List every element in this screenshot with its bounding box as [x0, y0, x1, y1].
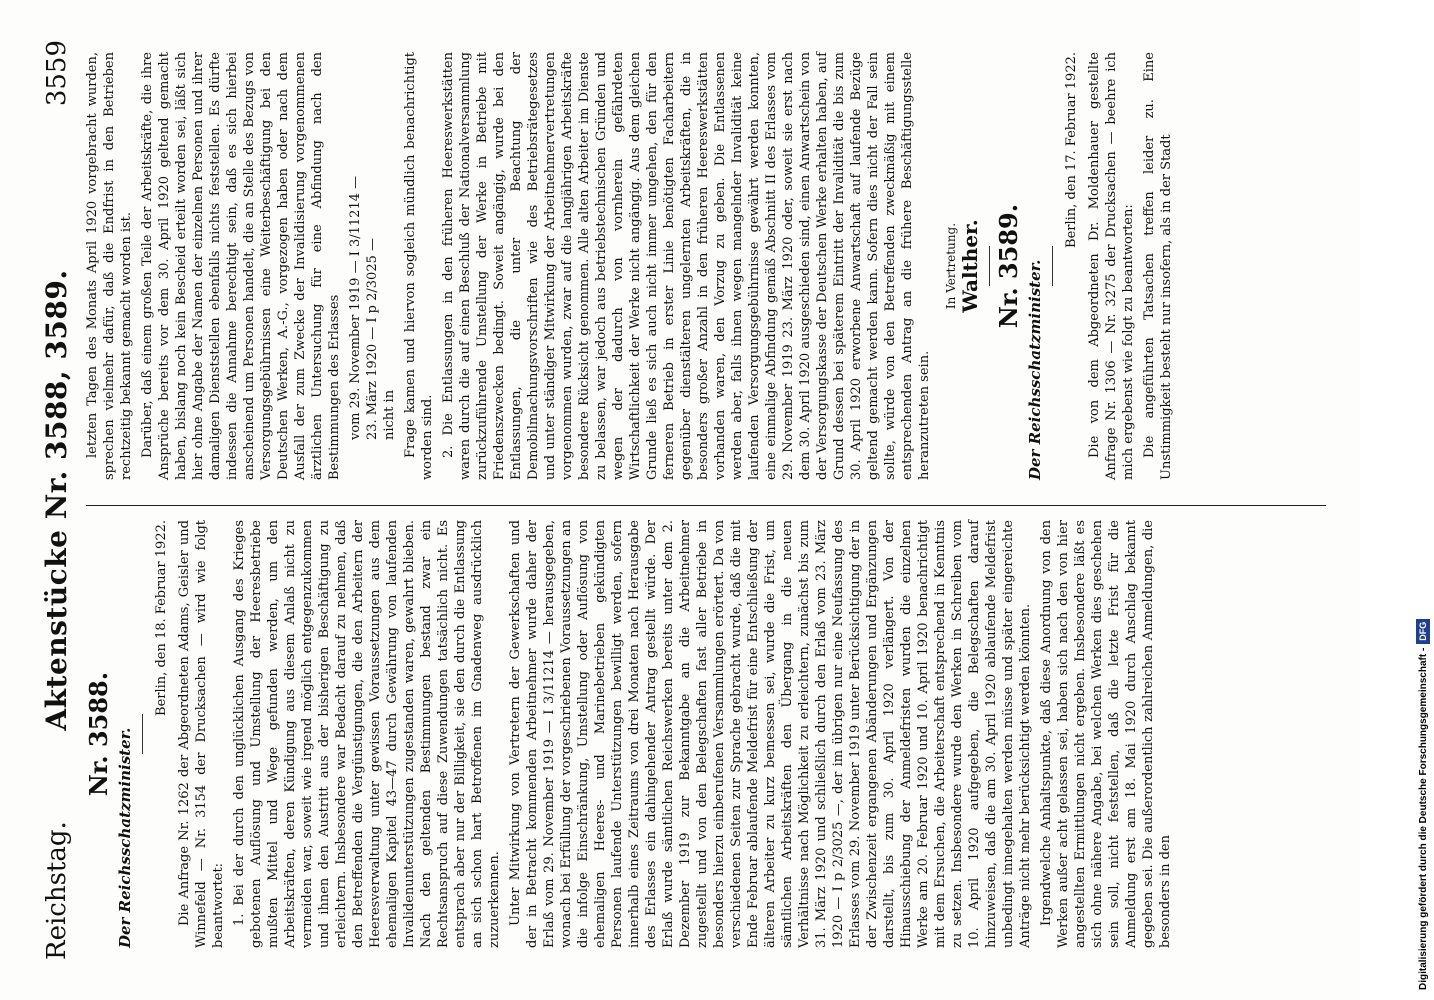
paragraph: Frage kamen und hiervon sogleich mündlich benachrichtigt worden sind.	[403, 52, 435, 480]
decree-ref: 23. März 1920 — I p 2/3025 —	[365, 237, 380, 440]
paragraph: letzten Tagen des Monats April 1920 vorgebracht wurden, sprechen vielmehr dafür, daß die Endfrist in den Betrieben rechtzeitig bekannt gemacht worden ist.	[85, 52, 134, 480]
header-title: Aktenstücke Nr. 3588, 3589.	[40, 269, 73, 731]
paragraph: Die angeführten Tatsachen treffen leider zu. Eine Unstimmigkeit besteht nur insofern, als in der Stadt	[1142, 52, 1174, 480]
decree-ref: vom 29. November 1919 — I 3/11214 —	[348, 175, 363, 440]
page-number: 3559	[42, 40, 72, 107]
paragraph: Darüber, daß einem großen Teile der Arbeitskräfte, die ihre Ansprüche bereits vor dem 30. April 1920 geltend gemacht haben, bislang noch kein Bescheid erteilt worden sei, läßt sich hier ohne Angabe der Namen der einzelnen Personen und ihrer damaligen Dienststellen ebenfalls nichts feststellen. Es dürfte indessen die Annahme berechtigt sein, daß es sich hierbei anscheinend um Personen handelt, die an Stelle des Bezugs von Versorgungsgebührnissen eine Weiterbeschäftigung bei den Deutschen Werken, A.-G., vorgezogen haben oder nach dem Ausfall der zum Zwecke der Invalidisierung vorgenommenen ärztlichen Untersuchung für eine Abfindung nach den Bestimmungen des Erlasses	[140, 52, 342, 480]
decree-ref: nicht in	[382, 389, 397, 440]
section-title-3589: Nr. 3589.	[994, 203, 1023, 329]
decree-references	[347, 52, 398, 440]
paragraph: Die von dem Abgeordneten Dr. Moldenhauer gestellte Anfrage Nr. 1306 — Nr. 3275 der Drucksachen — beehre ich mich ergebenst wie folgt zu beantworten:	[1087, 52, 1136, 480]
right-column	[84, 52, 1179, 480]
paragraph: Irgendwelche Anhaltspunkte, daß diese Anordnung von den Werken außer acht gelassen sei, haben sich nach den von hier angestellten Ermittlungen nicht ergeben. Insbesondere läßt es sich ohne nähere Angabe, bei welchen Werken dies geschehen sein soll, nicht feststellen, daß die letzte Frist für die Anmeldung erst am 18. Mai 1920 durch Anschlag bekannt gegeben sei. Die außerordentlich zahlreichen Anmeldungen, die besonders in den	[1039, 520, 1173, 948]
dateline: Berlin, den 17. Februar 1922.	[1064, 52, 1079, 248]
paragraph: Unter Mitwirkung von Vertretern der Gewerkschaften und der in Betracht kommenden Arbeitnehmer wurde daher der Erlaß vom 29. November 1919 — I 3/11214 — herausgegeben, wonach bei Erfüllung der vorgeschriebenen Voraussetzungen an die infolge Einschränkung, Umstellung oder Auflösung von ehemaligen Heeres- und Marinebetrieben gekündigten Personen laufende Unterstützungen bewilligt werden, sofern innerhalb eines Zeitraums von drei Monaten nach Herausgabe des Erlasses ein dahingehender Antrag gestellt würde. Der Erlaß wurde sämtlichen Reichswerken bereits unter dem 2. Dezember 1919 zur Bekanntgabe an die Arbeitnehmer zugestellt und von den Belegschaften fast aller Betriebe in besonders hierzu einberufenen Versammlungen erörtert. Da von verschiedenen Seiten zur Sprache gebracht wurde, daß die mit Ende Februar ablaufende Meldefrist für eine Entschließung der älteren Arbeiter zu kurz bemessen sei, wurde die Frist, um sämtlichen Arbeitskräften den Übergang in die neuen Verhältnisse nach Möglichkeit zu erleichtern, zunächst bis zum 31. März 1920 und schließlich durch den Erlaß vom 23. März 1920 — I p 2/3025 —, der im übrigen nur eine Neufassung des Erlasses vom 29. November 1919 unter Berücksichtigung der in der Zwischenzeit ergangenen Abänderungen und Ergänzungen darstellt, bis zum 30. April 1920 verlängert. Von der Hinausschiebung der Anmeldefristen wurden die einzelnen Werke am 20. Februar 1920 und 10. April 1920 benachrichtigt mit dem Ersuchen, die Arbeiterschaft entsprechend in Kenntnis zu setzen. Insbesondere wurde den Werken in Schreiben vom 10. April 1920 aufgegeben, die Belegschaften darauf hinzuweisen, daß die am 30. April 1920 ablaufende Meldefrist unbedingt innegehalten werden müsse und später eingereichte Anträge nicht mehr berücksichtigt werden könnten.	[508, 520, 1033, 948]
column-divider	[86, 505, 1326, 506]
dfg-logo: DFG	[1416, 619, 1430, 644]
short-rule	[1052, 246, 1053, 286]
paragraph: Die Anfrage Nr. 1262 der Abgeordneten Adams, Geisler und Winnefeld — Nr. 3154 der Drucksachen — wird wie folgt beantwortet:	[177, 520, 226, 948]
page-header	[36, 40, 86, 960]
digitization-credit	[1416, 10, 1430, 990]
short-rule	[989, 246, 990, 286]
paragraph: 2. Die Entlassungen in den früheren Heereswerkstätten waren durch die auf einen Beschluß der Nationalversammlung zurückzuführende Umstellung der Werke in Betriebe mit Friedenszwecken bedingt. Soweit angängig, wurde bei den Entlassungen, die unter Beachtung der Demobilmachungsvorschriften wie des Betriebsrätegesetzes und unter ständiger Mitwirkung der Arbeitnehmervertretungen vorgenommen wurden, zwar auf die langjährigen Arbeitskräfte besondere Rücksicht genommen. Alle alten Arbeiter im Dienste zu belassen, war jedoch aus betriebstechnischen Gründen und wegen der dadurch von vornherein gefährdeten Wirtschaftlichkeit der Werke nicht angängig. Aus dem gleichen Grunde ließ es sich auch nicht immer umgehen, den für den ferneren Betrieb in erster Linie benötigten Facharbeitern gegenüber dienstälteren ungelernten Arbeitskräften, die in besonders großer Anzahl in den früheren Heereswerkstätten vorhanden waren, den Vorzug zu geben. Die Entlassenen werden aber, falls ihnen wegen mangelnder Invalidität keine laufenden Versorgungsgebührnisse gewährt werden konnten, eine einmalige Abfindung gemäß Abschnitt II des Erlasses vom 29. November 1919 23. März 1920 oder, soweit sie erst nach dem 30. April 1920 ausgeschieden sind, einen Anwartschein von der Versorgungskasse der Deutschen Werke erhalten haben, auf Grund dessen bei späterem Eintritt der Invalidität die bis zum 30. April 1920 erworbene Anwartschaft auf laufende Bezüge geltend gemacht werden kann. Sofern dies nicht der Fall sein sollte, würde von den Betreffenden zweckmäßig mit einem entsprechenden Antrag an die frühere Beschäftigungsstelle heranzutreten sein.	[441, 52, 932, 480]
dateline: Berlin, den 18. Februar 1922.	[154, 520, 169, 716]
credit-text: Digitalisierung gefördert durch die Deutsche Forschungsgemeinschaft -	[1418, 647, 1429, 990]
signature-prefix: In Vertretung.	[944, 222, 958, 310]
minister-heading: Der Reichsschatzminister.	[116, 727, 134, 948]
short-rule	[142, 714, 143, 754]
signature-name: Walther.	[958, 219, 982, 313]
header-left: Reichstag.	[42, 821, 72, 960]
minister-heading: Der Reichsschatzminister.	[1026, 259, 1044, 480]
left-column	[84, 520, 1178, 948]
section-title-3588: Nr. 3588.	[84, 671, 113, 797]
paragraph: 1. Bei der durch den unglücklichen Ausgang des Krieges gebotenen Auflösung und Umstellung der Heeresbetriebe mußten Mittel und Wege gefunden werden, um den Arbeitskräften, deren Kündigung aus diesem Anlaß nicht zu vermeiden war, soweit wie irgend möglich entgegenzukommen und ihnen den Austritt aus der bisherigen Beschäftigung zu erleichtern. Insbesondere war Bedacht darauf zu nehmen, daß den Betreffenden die Vergünstigungen, die den Arbeitern der Heeresverwaltung unter gewissen Voraussetzungen aus dem ehemaligen Kapitel 43—47 durch Gewährung von laufenden Invalidenunterstützungen zugestanden waren, gewahrt blieben. Nach den geltenden Bestimmungen bestand zwar ein Rechtsanspruch auf diese Zuwendungen tatsächlich nicht. Es entsprach aber nur der Billigkeit, sie den durch die Entlassung an sich schon hart Betroffenen im Gnadenweg ausdrücklich zuzuerkennen.	[232, 520, 502, 948]
